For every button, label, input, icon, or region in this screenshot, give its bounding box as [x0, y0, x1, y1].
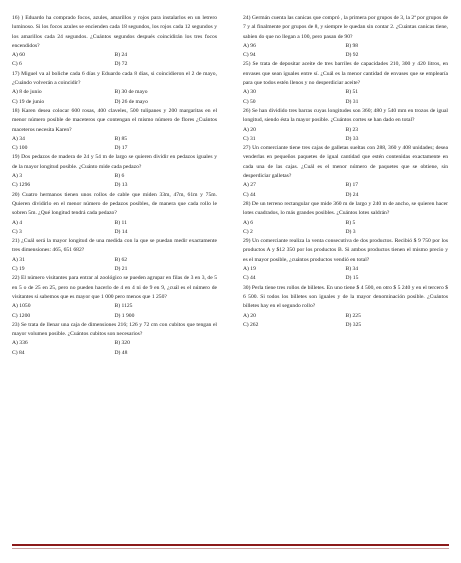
answer-option: C) 31 — [243, 135, 256, 142]
answer-options — [243, 219, 448, 238]
answer-option: D) 33 — [345, 135, 359, 142]
question-text: 24) Germán cuenta las canicas que compró , la primera por grupos de 3, la 2ª por grupos de 7 y al finalmente por grupos de 8, y siempre le quedan sin contar 2. ¿Cuántas canicas tiene, sabien do que no llegan a 100, pero pasan de 90? — [243, 15, 448, 40]
answer-option: B) 24 — [114, 52, 128, 59]
question-block — [243, 14, 448, 60]
question-text: 20) Cuatro hermanos tienen unos rollos de cable que miden 33m, 47m, 61m y 75m. Quieren dividirlo en el menor número de pedazos posibles, de manera que cada rollo le sobren 5m. ¿Qué longitud tendrá cada pedazo? — [12, 191, 217, 217]
answer-option: B) 225 — [345, 312, 361, 319]
answer-option: C) 6 — [12, 61, 22, 68]
answer-option: B) 98 — [345, 42, 359, 49]
answer-options — [243, 312, 448, 331]
answer-options — [12, 88, 217, 107]
answer-options — [12, 172, 217, 191]
question-text: 19) Dos pedazos de madera de 24 y 54 m de largo se quieren dividir en pedazos iguales y de la mayor longitud posible. ¿Cuánto mide cada pedazo? — [12, 154, 217, 170]
question-text: 17) Miguel va al boliche cada 6 días y Eduardo cada 8 días, si coincidieron el 2 de mayo, ¿Cuándo volverán a coincidir? — [12, 70, 217, 87]
answer-option: A) 6 — [243, 219, 254, 226]
answer-options — [12, 51, 217, 70]
question-text: 30) Perla tiene tres rollos de billetes. En uno tiene $ 4 500, en otro $ 5 240 y en el tercero $ 6 500. Si todos los billetes son iguales y de la mayor denominación posible. ¿Cuántos billetes hay en el segundo rollo? — [243, 284, 448, 310]
answer-option: D) 92 — [345, 52, 359, 59]
answer-options — [12, 219, 217, 238]
answer-options — [12, 256, 217, 275]
answer-option: C) 19 — [12, 266, 25, 273]
answer-option: C) 94 — [243, 52, 256, 59]
answer-option: D) 325 — [345, 321, 362, 328]
question-text: 21) ¿Cuál será la mayor longitud de una medida con la que se puedan medir exactamente tres dimensiones: 465, 651 682? — [12, 238, 217, 254]
answer-option: A) 60 — [12, 52, 25, 59]
question-block — [12, 153, 217, 190]
answer-option: B) 320 — [114, 340, 130, 347]
answer-options — [243, 88, 448, 107]
answer-option: C) 2 — [243, 228, 253, 235]
question-text: 22) El número visitantes para entrar al zoológico se pueden agrupar en filas de 3 en 3, de 5 en 5 o de 25 en 25, pero no pueden hacerlo de 4 en 4 ni de 9 en 9, ¿cuál es el número de visitantes si sabemos que es mayor que 1 000 pero menos que 1 250? — [12, 275, 217, 300]
question-block — [243, 107, 448, 144]
question-block — [243, 237, 448, 283]
question-block — [12, 321, 217, 358]
answer-option: D) 15 — [345, 275, 359, 282]
answer-option: C) 1200 — [12, 312, 31, 319]
answer-option: C) 262 — [243, 321, 259, 328]
question-block — [12, 237, 217, 274]
answer-option: A) 31 — [12, 256, 25, 263]
question-block — [12, 70, 217, 107]
answer-option: A) 20 — [243, 126, 256, 133]
answer-option: A) 336 — [12, 340, 28, 347]
answer-option: C) 50 — [243, 98, 256, 105]
answer-option: A) 8 de junio — [12, 89, 42, 96]
question-text: 29) Un comerciante realiza la venta consecutiva de dos productos. Recibió $ 9 750 por los productos A y $12 350 por los productos B. Si ambos productos tienen el mismo precio y es el mayor posible, ¿cuántos productos vendió en total? — [243, 238, 448, 263]
question-text: 18) Karen desea colocar 600 rosas, 400 claveles, 500 tulipanes y 200 margaritas en el menor número posible de maceteros que contengan el mismo número de flores ¿Cuántos maceteros necesita Karen? — [12, 107, 217, 133]
answer-option: D) 21 — [114, 266, 128, 273]
footer-rule-thin — [12, 548, 449, 549]
answer-option: D) 17 — [114, 145, 128, 152]
answer-option: D) 13 — [114, 182, 128, 189]
answer-options — [12, 339, 217, 358]
question-block — [243, 60, 448, 106]
answer-option: D) 1 900 — [114, 312, 135, 319]
answer-option: D) 48 — [114, 349, 128, 356]
right-column — [243, 14, 448, 330]
answer-option: C) 44 — [243, 191, 256, 198]
answer-options — [12, 302, 217, 321]
answer-option: C) 84 — [12, 349, 25, 356]
answer-option: B) 17 — [345, 182, 359, 189]
answer-option: A) 4 — [12, 219, 23, 226]
question-block — [12, 191, 217, 237]
answer-option: B) 30 de mayo — [114, 89, 148, 96]
answer-option: B) 23 — [345, 126, 359, 133]
question-block — [12, 274, 217, 320]
answer-option: C) 44 — [243, 275, 256, 282]
answer-options — [243, 265, 448, 284]
left-column — [12, 14, 217, 358]
answer-option: A) 3 — [12, 173, 23, 180]
question-block — [243, 200, 448, 237]
question-text: 26) Se han dividido tres barras cuyas longitudes son 360; 480 y 540 mm en trozos de igual longitud, siendo ésta la mayor posible. ¿Cuántos cortes se han dado en total? — [243, 107, 448, 124]
answer-option: B) 5 — [345, 219, 356, 226]
footer-rule — [12, 544, 449, 546]
answer-options — [243, 126, 448, 145]
answer-option: C) 100 — [12, 145, 28, 152]
answer-options — [243, 181, 448, 200]
answer-option: D) 26 de mayo — [114, 98, 148, 105]
answer-option: A) 34 — [12, 135, 25, 142]
answer-option: A) 30 — [243, 89, 256, 96]
answer-option: D) 72 — [114, 61, 128, 68]
answer-option: A) 20 — [243, 312, 256, 319]
answer-option: D) 14 — [114, 228, 128, 235]
answer-option: D) 24 — [345, 191, 359, 198]
question-text: 16) ) Eduardo ha comprado focos, azules, amarillos y rojos para instalarlos en un letrero luminoso. Si los focos azules se encienden cada 18 segundos, los rojos cada 12 segundos y los amarillos cada 24 segundos. ¿Cuántos segundos después coincidirán los tres focos encendidos? — [12, 15, 217, 49]
answer-option: A) 19 — [243, 266, 256, 273]
answer-option: B) 6 — [114, 173, 125, 180]
question-text: 23) Se trata de llenar una caja de dimensiones 216; 126 y 72 cm con cubitos que tengan el mayor volumen posible. ¿Cuántos cubitos son necesarios? — [12, 321, 217, 338]
answer-options — [243, 42, 448, 61]
answer-option: B) 11 — [114, 219, 127, 226]
question-text: 28) De un terreno rectangular que mide 360 m de largo y 240 m de ancho, se quieren hacer lotes cuadrados, lo más grandes posibles. ¿Cuántos lotes saldrán? — [243, 200, 448, 217]
question-block — [243, 144, 448, 200]
answer-option: B) 85 — [114, 135, 128, 142]
answer-option: A) 27 — [243, 182, 256, 189]
answer-option: D) 3 — [345, 228, 356, 235]
answer-option: A) 1050 — [12, 303, 31, 310]
answer-option: D) 31 — [345, 98, 359, 105]
answer-option: C) 1296 — [12, 182, 31, 189]
question-block — [243, 284, 448, 330]
question-block — [12, 14, 217, 70]
answer-option: B) 34 — [345, 266, 359, 273]
answer-option: C) 19 de junio — [12, 98, 45, 105]
question-text: 27) Un comerciante tiene tres cajas de galletas sueltas con 288, 360 y 408 unidades; desea venderlas en pequeños paquetes de igual cantidad que estén contenidas exactamente en cada una de las cajas. ¿Cuál es el menor número de paquetes que se obtiene, sin desperdiciar galletas? — [243, 145, 448, 180]
answer-option: A) 96 — [243, 42, 256, 49]
answer-option: B) 51 — [345, 89, 359, 96]
question-text: 25) Se trata de depositar aceite de tres barriles de capacidades 210, 300 y 420 litros, en envases que sean iguales entre sí. ¿Cuál es la menor cantidad de envases que se emplearía para que todos estén llenos y no desperdiciar aceite? — [243, 61, 448, 87]
answer-option: B) 1125 — [114, 303, 133, 310]
question-block — [12, 107, 217, 153]
answer-options — [12, 135, 217, 154]
answer-option: C) 3 — [12, 228, 22, 235]
answer-option: B) 62 — [114, 256, 128, 263]
